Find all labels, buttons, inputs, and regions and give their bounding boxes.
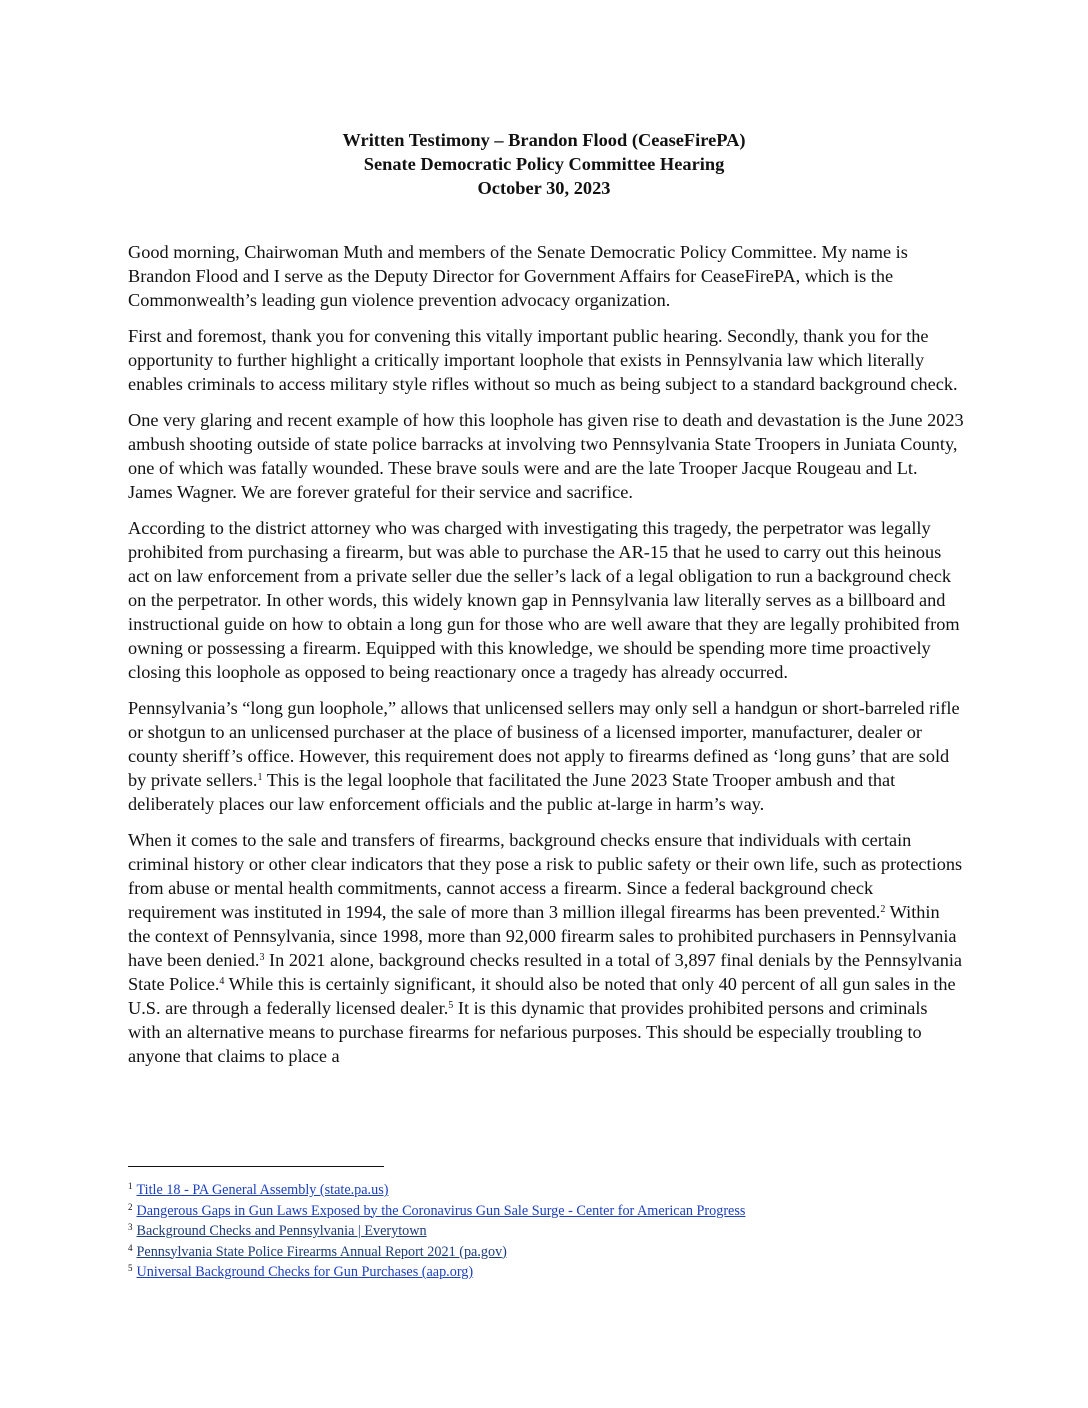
footnote-3 <box>128 1221 968 1242</box>
footnote-4 <box>128 1242 968 1263</box>
footnote-ref-3[interactable]: 3 <box>259 952 265 963</box>
footnote-ref-4[interactable]: 4 <box>219 976 225 987</box>
footnote-5 <box>128 1262 968 1283</box>
footnote-ref-2[interactable]: 2 <box>880 904 886 915</box>
paragraph-text: Pennsylvania’s “long gun loophole,” allows that unlicensed sellers may only sell a handgun or short-barreled rifle or shotgun to an unlicensed purchaser at the place of business of a licensed importer, manufacturer, dealer or county sheriff’s office. However, this requirement does not apply to firearms defined as ‘long guns’ that are sold by private sellers. <box>128 698 960 790</box>
paragraph-text: While this is certainly significant, it should also be noted that only 40 percent of all gun sales in the U.S. are through a federally licensed dealer. <box>128 974 956 1018</box>
footnote-link-1[interactable]: Title 18 - PA General Assembly (state.pa.us) <box>136 1182 389 1198</box>
document-body <box>128 240 964 1080</box>
paragraph-background-checks <box>128 828 964 1068</box>
footnote-number: 5 <box>128 1263 133 1273</box>
footnote-link-4[interactable]: Pennsylvania State Police Firearms Annual Report 2021 (pa.gov) <box>136 1243 507 1260</box>
title-line-1: Written Testimony – Brandon Flood (CeaseFirePA) <box>342 130 746 150</box>
paragraph-text: This is the legal loophole that facilitated the June 2023 State Trooper ambush and that deliberately places our law enforcement officials and the public at-large in harm’s way. <box>128 770 896 814</box>
footnote-number: 1 <box>128 1181 133 1191</box>
footnote-number: 4 <box>128 1242 133 1253</box>
footnote-ref-1[interactable]: 1 <box>257 772 263 783</box>
footnote-2 <box>128 1201 968 1222</box>
document-title <box>128 128 960 200</box>
paragraph-text: When it comes to the sale and transfers of firearms, background checks ensure that individuals with certain criminal history or other clear indicators that they pose a risk to public safety or their own life, such as protections from abuse or mental health commitments, cannot access a firearm. Since a federal background check requirement was instituted in 1994, the sale of more than 3 million illegal firearms has been prevented. <box>128 830 963 922</box>
footnote-separator <box>128 1166 384 1167</box>
paragraph-thanks: First and foremost, thank you for convening this vitally important public hearing. Secondly, thank you for the opportunity to further highlight a critically important loophole that exists in Pennsylvania law which literally enables criminals to access military style rifles without so much as being subject to a standard background check. <box>128 326 958 394</box>
footnote-link-2[interactable]: Dangerous Gaps in Gun Laws Exposed by the Coronavirus Gun Sale Surge - Center for American Progress <box>136 1202 746 1219</box>
footnote-ref-5[interactable]: 5 <box>448 1000 454 1011</box>
footnote-link-3[interactable]: Background Checks and Pennsylvania | Everytown <box>136 1223 427 1239</box>
title-line-3: October 30, 2023 <box>477 178 611 198</box>
paragraph-district-attorney: According to the district attorney who was charged with investigating this tragedy, the perpetrator was legally prohibited from purchasing a firearm, but was able to purchase the AR-15 that he used to carry out this heinous act on law enforcement from a private seller due the seller’s lack of a legal obligation to run a background check on the perpetrator. In other words, this widely known gap in Pennsylvania law literally serves as a billboard and instructional guide on how to obtain a long gun for those who are well aware that they are legally prohibited from owning or possessing a firearm. Equipped with this knowledge, we should be spending more time proactively closing this loophole as opposed to being reactionary once a tragedy has already occurred. <box>128 518 960 682</box>
paragraph-example: One very glaring and recent example of how this loophole has given rise to death and devastation is the June 2023 ambush shooting outside of state police barracks at involving two Pennsylvania State Troopers in Juniata County, one of which was fatally wounded. These brave souls were and are the late Trooper Jacque Rougeau and Lt. James Wagner. We are forever grateful for their service and sacrifice. <box>128 410 964 502</box>
paragraph-greeting: Good morning, Chairwoman Muth and members of the Senate Democratic Policy Committee. My name is Brandon Flood and I serve as the Deputy Director for Government Affairs for CeaseFirePA, which is the Commonwealth’s leading gun violence prevention advocacy organization. <box>128 242 908 310</box>
paragraph-text: In 2021 alone, background checks resulted in a total of 3,897 final denials by the Pennsylvania State Police. <box>128 950 963 994</box>
paragraph-text: It is this dynamic that provides prohibited persons and criminals with an alternative means to purchase firearms for nefarious purposes. This should be especially troubling to anyone that claims to place a <box>128 998 928 1066</box>
footnote-number: 2 <box>128 1201 133 1212</box>
footnotes <box>128 1180 968 1283</box>
paragraph-long-gun-loophole <box>128 696 964 816</box>
footnote-1 <box>128 1180 968 1201</box>
footnote-link-5[interactable]: Universal Background Checks for Gun Purchases (aap.org) <box>136 1264 474 1280</box>
paragraph-text: Within the context of Pennsylvania, since 1998, more than 92,000 firearm sales to prohibited purchasers in Pennsylvania have been denied. <box>128 902 957 970</box>
title-line-2: Senate Democratic Policy Committee Hearing <box>363 154 725 174</box>
footnote-number: 3 <box>128 1222 133 1232</box>
